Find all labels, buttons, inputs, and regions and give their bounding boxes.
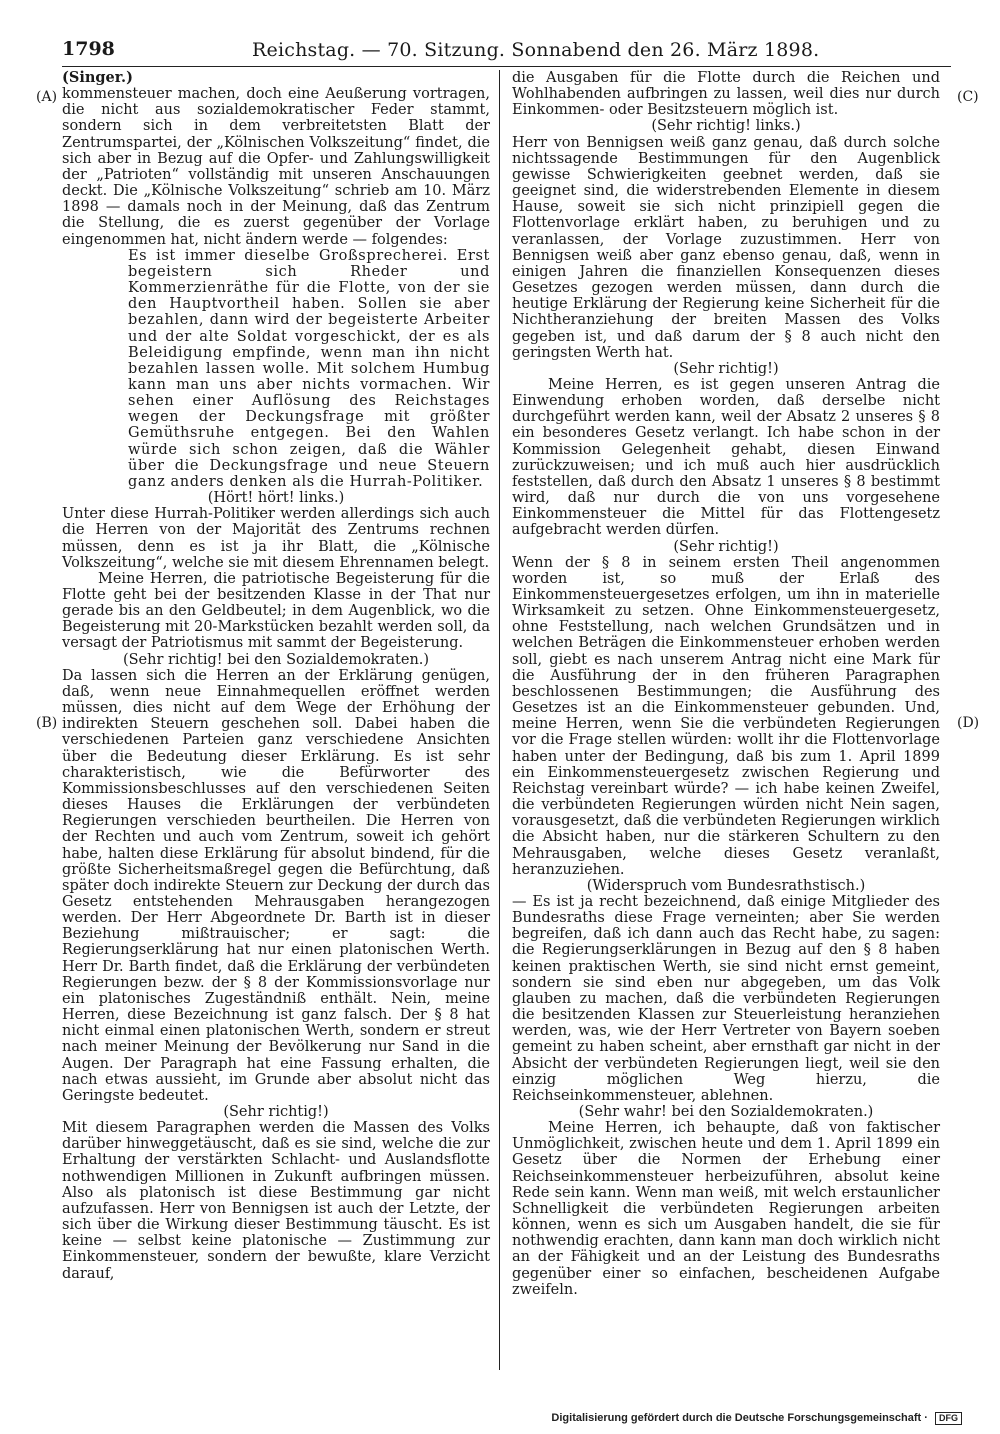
paragraph: Meine Herren, die patriotische Begeisterung für die Flotte geht bei der besitzenden Klasse in der That nur gerade bis an den Geldbeutel; in dem Augenblick, wo die Begeisterung mit 20-Markstücken bezahlt werden soll, da versagt der Patriotismus mit sammt der Begeisterung. [62, 570, 490, 652]
interjection: (Sehr richtig! bei den Sozialdemokraten.) [122, 651, 430, 668]
session-title: Reichstag. — 70. Sitzung. Sonnabend den 26. März 1898. [252, 39, 820, 61]
paragraph: Mit diesem Paragraphen werden die Massen des Volks darüber hinweggetäuscht, daß es sie sind, welche die zur Erhaltung der verstärkten Schlacht- und Auslandsflotte nothwendigen Millionen in Zukunft aufbringen müssen. Also als platonisch ist diese Bestimmung gar nicht aufzufassen. Herr von Bennigsen ist auch der Letzte, der sich über die Wirkung dieser Bestimmung täuscht. Es ist keine — selbst keine platonische — Zustimmung zur Einkommensteuer, sondern der bewußte, klare Verzicht darauf, [62, 1120, 490, 1282]
right-column [512, 70, 940, 1298]
credit-text: Digitalisierung gefördert durch die Deutsche Forschungsgemeinschaft · [551, 1412, 928, 1424]
margin-marker-d: (D) [957, 715, 980, 731]
paragraph: — Es ist ja recht bezeichnend, daß einige Mitglieder des Bundesraths diese Frage verneinten; aber Sie werden begreifen, daß ich dann auch das Recht habe, zu sagen: die Regierungserklärungen in Bezug auf den § 8 haben keinen praktischen Werth, sie sind nicht ernst gemeint, sondern sie sind eben nur abgegeben, um das Volk glauben zu machen, daß die verbündeten Regierungen die besitzenden Klassen zur Steuerleistung heranziehen werden, was, wie der Herr Vertreter von Bayern soeben gemeint zu haben scheint, aber ernsthaft gar nicht in der Absicht der verbündeten Regierungen liegt, weil sie den einzig möglichen Weg hierzu, die Reichseinkommensteuer, ablehnen. [512, 893, 940, 1104]
page-number: 1798 [62, 38, 115, 60]
paragraph: Da lassen sich die Herren an der Erklärung genügen, daß, wenn neue Einnahmequellen eröffnet werden müssen, dies nicht auf dem Wege der Erhöhung der indirekten Steuern geschehen soll. Dabei haben die verschiedenen Parteien ganz verschiedene Ansichten über die Bedeutung dieser Erklärung. Es ist sehr charakteristisch, wie die Befürworter des Kommissionsbeschlusses auf den verschiedenen Seiten dieses Hauses die Erklärungen der verbündeten Regierungen verschieden beurtheilen. Die Herren von der Rechten und auch vom Zentrum, soweit ich gehört habe, halten diese Erklärung für absolut bindend, für die größte Sicherheitsmaßregel gegen die Befürchtung, daß später doch indirekte Steuern zur Deckung der durch das Gesetz entstehenden Mehrausgaben herangezogen werden. Der Herr Abgeordnete Dr. Barth ist in dieser Beziehung mißtrauischer; er sagt: die Regierungserklärung hat nur einen platonischen Werth. Herr Dr. Barth findet, daß die Erklärung der verbündeten Regierungen bezw. der § 8 der Kommissionsvorlage nur ein platonisches Zugeständniß enthält. Nein, meine Herren, diese Bezeichnung ist ganz falsch. Der § 8 hat nicht einmal einen platonischen Werth, sondern er streut nach meiner Meinung der Bevölkerung nur Sand in die Augen. Der Paragraph hat eine Fassung erhalten, die nach etwas aussieht, im Grunde aber absolut nicht das Geringste bedeutet. [62, 667, 490, 1104]
paragraph: Wenn der § 8 in seinem ersten Theil angenommen worden ist, so muß der Erlaß des Einkommensteuergesetzes erfolgen, um ihn in materielle Wirksamkeit zu setzen. Ohne Einkommensteuergesetz, ohne Feststellung, nach welchen Grundsätzen und in welchen Beträgen die Einkommensteuer erhoben werden soll, giebt es nach unserem Antrag nicht eine Mark für die Ausführung der in den früheren Paragraphen beschlossenen Bestimmungen; die Ausführung des Gesetzes ist an die Einkommensteuer gebunden. Und, meine Herren, wenn Sie die verbündeten Regierungen vor die Frage stellen würden: wollt ihr die Flottenvorlage haben unter der Bedingung, daß bis zum 1. April 1899 ein Einkommensteuergesetz zwischen Regierung und Reichstag vereinbart würde? — ich habe keinen Zweifel, die verbündeten Regierungen würden nicht Nein sagen, vorausgesetzt, daß die verbündeten Regierungen wirklich die Absicht haben, nur die stärkeren Schultern zu den Mehrausgaben, welche dieses Gesetz veranlaßt, heranzuziehen. [512, 554, 940, 878]
margin-marker-c: (C) [957, 89, 979, 105]
interjection: (Sehr richtig!) [673, 360, 779, 377]
interjection: (Widerspruch vom Bundesrathstisch.) [586, 877, 866, 894]
dfg-logo: DFG [935, 1412, 962, 1425]
speaker-name: (Singer.) [62, 69, 133, 86]
paragraph: kommensteuer machen, doch eine Aeußerung vortragen, die nicht aus sozialdemokratischer Feder stammt, sondern sich in dem verbreitetsten Blatt der Zentrumspartei, der „Kölnischen Volkszeitung“ findet, die sich aber in Bezug auf die Opfer- und Zahlungswilligkeit der „Patrioten“ vollständig mit unseren Anschauungen deckt. Die „Kölnische Volkszeitung“ schrieb am 10. März 1898 — damals noch in der Meinung, daß das Zentrum die Stellung, die es zuerst gegenüber der Vorlage eingenommen hat, nicht ändern werde — folgendes: [62, 86, 490, 248]
page-header [62, 38, 951, 67]
interjection: (Hört! hört! links.) [207, 490, 345, 507]
margin-marker-a: (A) [36, 89, 58, 105]
interjection: (Sehr richtig! links.) [651, 118, 801, 135]
paragraph: die Ausgaben für die Flotte durch die Reichen und Wohlhabenden aufbringen zu lassen, weil dies nur durch Einkommen- oder Besitzsteuern möglich ist. [512, 70, 940, 119]
left-column [62, 70, 490, 1282]
interjection: (Sehr wahr! bei den Sozialdemokraten.) [578, 1104, 874, 1120]
paragraph: Herr von Bennigsen weiß ganz genau, daß durch solche nichtssagende Bestimmungen für den Augenblick gewisse Schwierigkeiten geebnet werden, daß sie geeignet sind, die widerstrebenden Elemente in diesem Hause, soweit sie sich nicht prinzipiell gegen die Flottenvorlage erklärt haben, zu beruhigen und zu veranlassen, der Vorlage zuzustimmen. Herr von Bennigsen weiß aber ganz ebenso genau, daß, wenn in einigen Jahren die finanziellen Konsequenzen dieses Gesetzes gezogen werden müssen, dann durch die heutige Erklärung der Regierung keine Sicherheit für die Nichtheranziehung der breiten Massen des Volks gegeben ist, und daß darum der § 8 auch nicht den geringsten Werth hat. [512, 134, 940, 361]
interjection: (Sehr richtig!) [223, 1104, 329, 1120]
paragraph: Meine Herren, ich behaupte, daß von faktischer Unmöglichkeit, zwischen heute und dem 1. April 1899 ein Gesetz über die Normen der Erhebung einer Reichseinkommensteuer herbeizuführen, absolut keine Rede sein kann. Wenn man weiß, mit welch erstaunlicher Schnelligkeit die verbündeten Regierungen arbeiten können, wenn es sich um Ausgaben handelt, die sie für nothwendig erachten, dann kann man doch wirklich nicht an der Fähigkeit und an der Leistung des Bundesraths gegenüber einer so einfachen, bescheidenen Aufgabe zweifeln. [512, 1120, 940, 1298]
interjection: (Sehr richtig!) [673, 538, 779, 555]
margin-marker-b: (B) [36, 715, 58, 731]
block-quote: Es ist immer dieselbe Großsprecherei. Erst begeistern sich Rheder und Kommerzienräthe für die Flotte, von der sie den Hauptvortheil haben. Sollen sie aber bezahlen, dann wird der begeisterte Arbeiter und der alte Soldat vorgeschickt, der es als Beleidigung empfinde, wenn man ihn nicht bezahlen lassen wolle. Mit solchem Humbug kann man uns aber nichts vormachen. Wir sehen einer Auflösung des Reichstages wegen der Deckungsfrage mit größter Gemüthsruhe entgegen. Bei den Wahlen würde sich schon zeigen, daß die Wähler über die Deckungsfrage und neue Steuern ganz anders denken als die Hurrah-Politiker. [128, 247, 490, 490]
paragraph: Meine Herren, es ist gegen unseren Antrag die Einwendung erhoben worden, daß derselbe nicht durchgeführt werden kann, weil der Absatz 2 unseres § 8 ein besonderes Gesetz verlangt. Ich habe schon in der Kommission Gelegenheit gehabt, diesen Einwand zurückzuweisen; und ich muß auch hier ausdrücklich feststellen, daß durch den Absatz 1 unseres § 8 bestimmt wird, daß nur durch die von uns vorgesehene Einkommensteuer die Mittel für das Flottengesetz aufgebracht werden dürfen. [512, 376, 940, 539]
digitization-credit [551, 1412, 962, 1425]
column-divider [499, 70, 500, 1370]
paragraph: Unter diese Hurrah-Politiker werden allerdings sich auch die Herren von der Majorität des Zentrums rechnen müssen, denn es ist ja ihr Blatt, die „Kölnische Volkszeitung“, welche sie mit diesem Ehrennamen belegt. [62, 506, 490, 571]
